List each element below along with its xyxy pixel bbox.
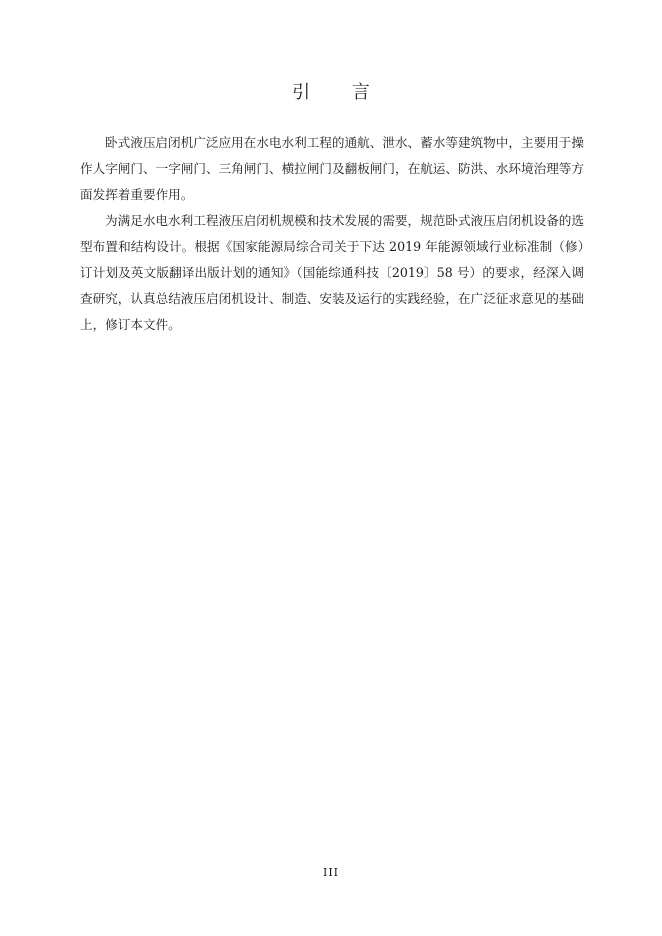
page-number: III xyxy=(322,866,340,879)
page-title: 引 言 xyxy=(292,82,388,103)
body-text xyxy=(80,130,584,338)
paragraph-1: 卧式液压启闭机广泛应用在水电水利工程的通航、泄水、蓄水等建筑物中，主要用于操作人字闸门、一字闸门、三角闸门、横拉闸门及翻板闸门，在航运、防洪、水环境治理等方面发挥着重要作用。 xyxy=(80,135,584,202)
paragraph-2: 为满足水电水利工程液压启闭机规模和技术发展的需要，规范卧式液压启闭机设备的选型布置和结构设计。根据《国家能源局综合司关于下达 2019 年能源领域行业标准制（修）订计划及英文版翻译出版计划的通知》（国能综通科技〔2019〕58 号）的要求，经深入调查研究，认真总结液压启闭机设计、制造、安装及运行的实践经验，在广泛征求意见的基础上，修订本文件。 xyxy=(80,213,584,332)
